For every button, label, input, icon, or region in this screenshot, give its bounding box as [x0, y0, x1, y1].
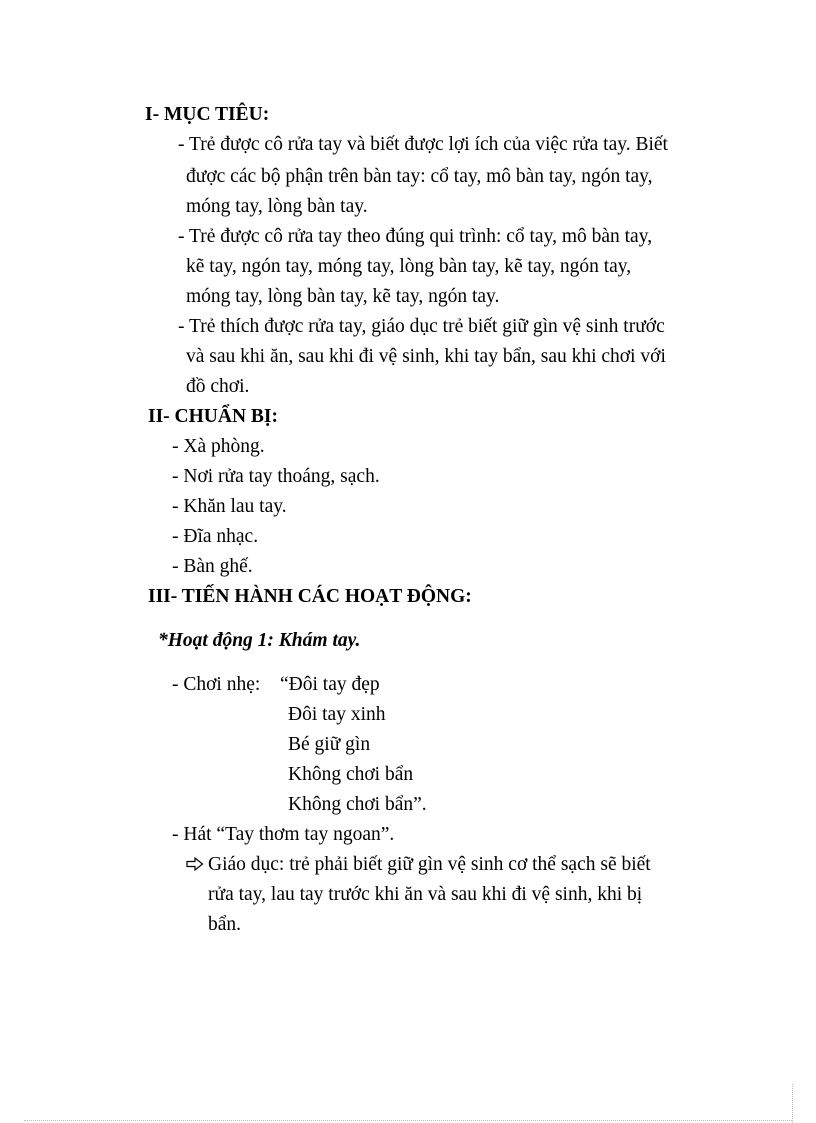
- activity-title: *Hoạt động 1: Khám tay.: [158, 630, 361, 651]
- objective-line: móng tay, lòng bàn tay, kẽ tay, ngón tay.: [186, 286, 500, 307]
- objective-line: - Trẻ được cô rửa tay và biết được lợi ích của việc rửa tay. Biết: [178, 134, 668, 155]
- education-line: bẩn.: [208, 914, 242, 935]
- page-bottom-rule: [24, 1120, 792, 1121]
- objective-line: kẽ tay, ngón tay, móng tay, lòng bàn tay, kẽ tay, ngón tay,: [186, 256, 632, 277]
- preparation-item: - Bàn ghế.: [172, 556, 253, 577]
- objective-line: và sau khi ăn, sau khi đi vệ sinh, khi tay bẩn, sau khi chơi với: [186, 346, 666, 367]
- objective-line: móng tay, lòng bàn tay.: [186, 196, 368, 217]
- objective-line: - Trẻ được cô rửa tay theo đúng qui trình: cổ tay, mô bàn tay,: [178, 226, 653, 247]
- objective-line: được các bộ phận trên bàn tay: cổ tay, mô bàn tay, ngón tay,: [186, 166, 653, 187]
- poem-line: Đôi tay xinh: [288, 704, 386, 725]
- objective-line: đồ chơi.: [186, 376, 250, 397]
- section-heading-preparation: II- CHUẨN BỊ:: [148, 406, 279, 427]
- section-heading-activities: III- TIẾN HÀNH CÁC HOẠT ĐỘNG:: [148, 586, 472, 607]
- poem-line: “Đôi tay đẹp: [280, 674, 380, 695]
- poem-line: Không chơi bẩn: [288, 764, 414, 785]
- education-line: rửa tay, lau tay trước khi ăn và sau khi đi vệ sinh, khi bị: [208, 884, 643, 905]
- preparation-item: - Nơi rửa tay thoáng, sạch.: [172, 466, 380, 487]
- section-heading-objectives: I- MỤC TIÊU:: [145, 104, 270, 125]
- education-line: Giáo dục: trẻ phải biết giữ gìn vệ sinh cơ thể sạch sẽ biết: [208, 854, 651, 875]
- objective-line: - Trẻ thích được rửa tay, giáo dục trẻ biết giữ gìn vệ sinh trước: [178, 316, 665, 337]
- poem-line: Không chơi bẩn”.: [288, 794, 427, 815]
- preparation-item: - Xà phòng.: [172, 436, 265, 457]
- poem-line: Bé giữ gìn: [288, 734, 371, 755]
- preparation-item: - Khăn lau tay.: [172, 496, 287, 517]
- page-right-rule: [792, 1084, 793, 1123]
- arrow-right-icon: [186, 857, 204, 871]
- preparation-item: - Đĩa nhạc.: [172, 526, 259, 547]
- play-prefix: - Chơi nhẹ:: [172, 674, 261, 695]
- song-line: - Hát “Tay thơm tay ngoan”.: [172, 824, 395, 845]
